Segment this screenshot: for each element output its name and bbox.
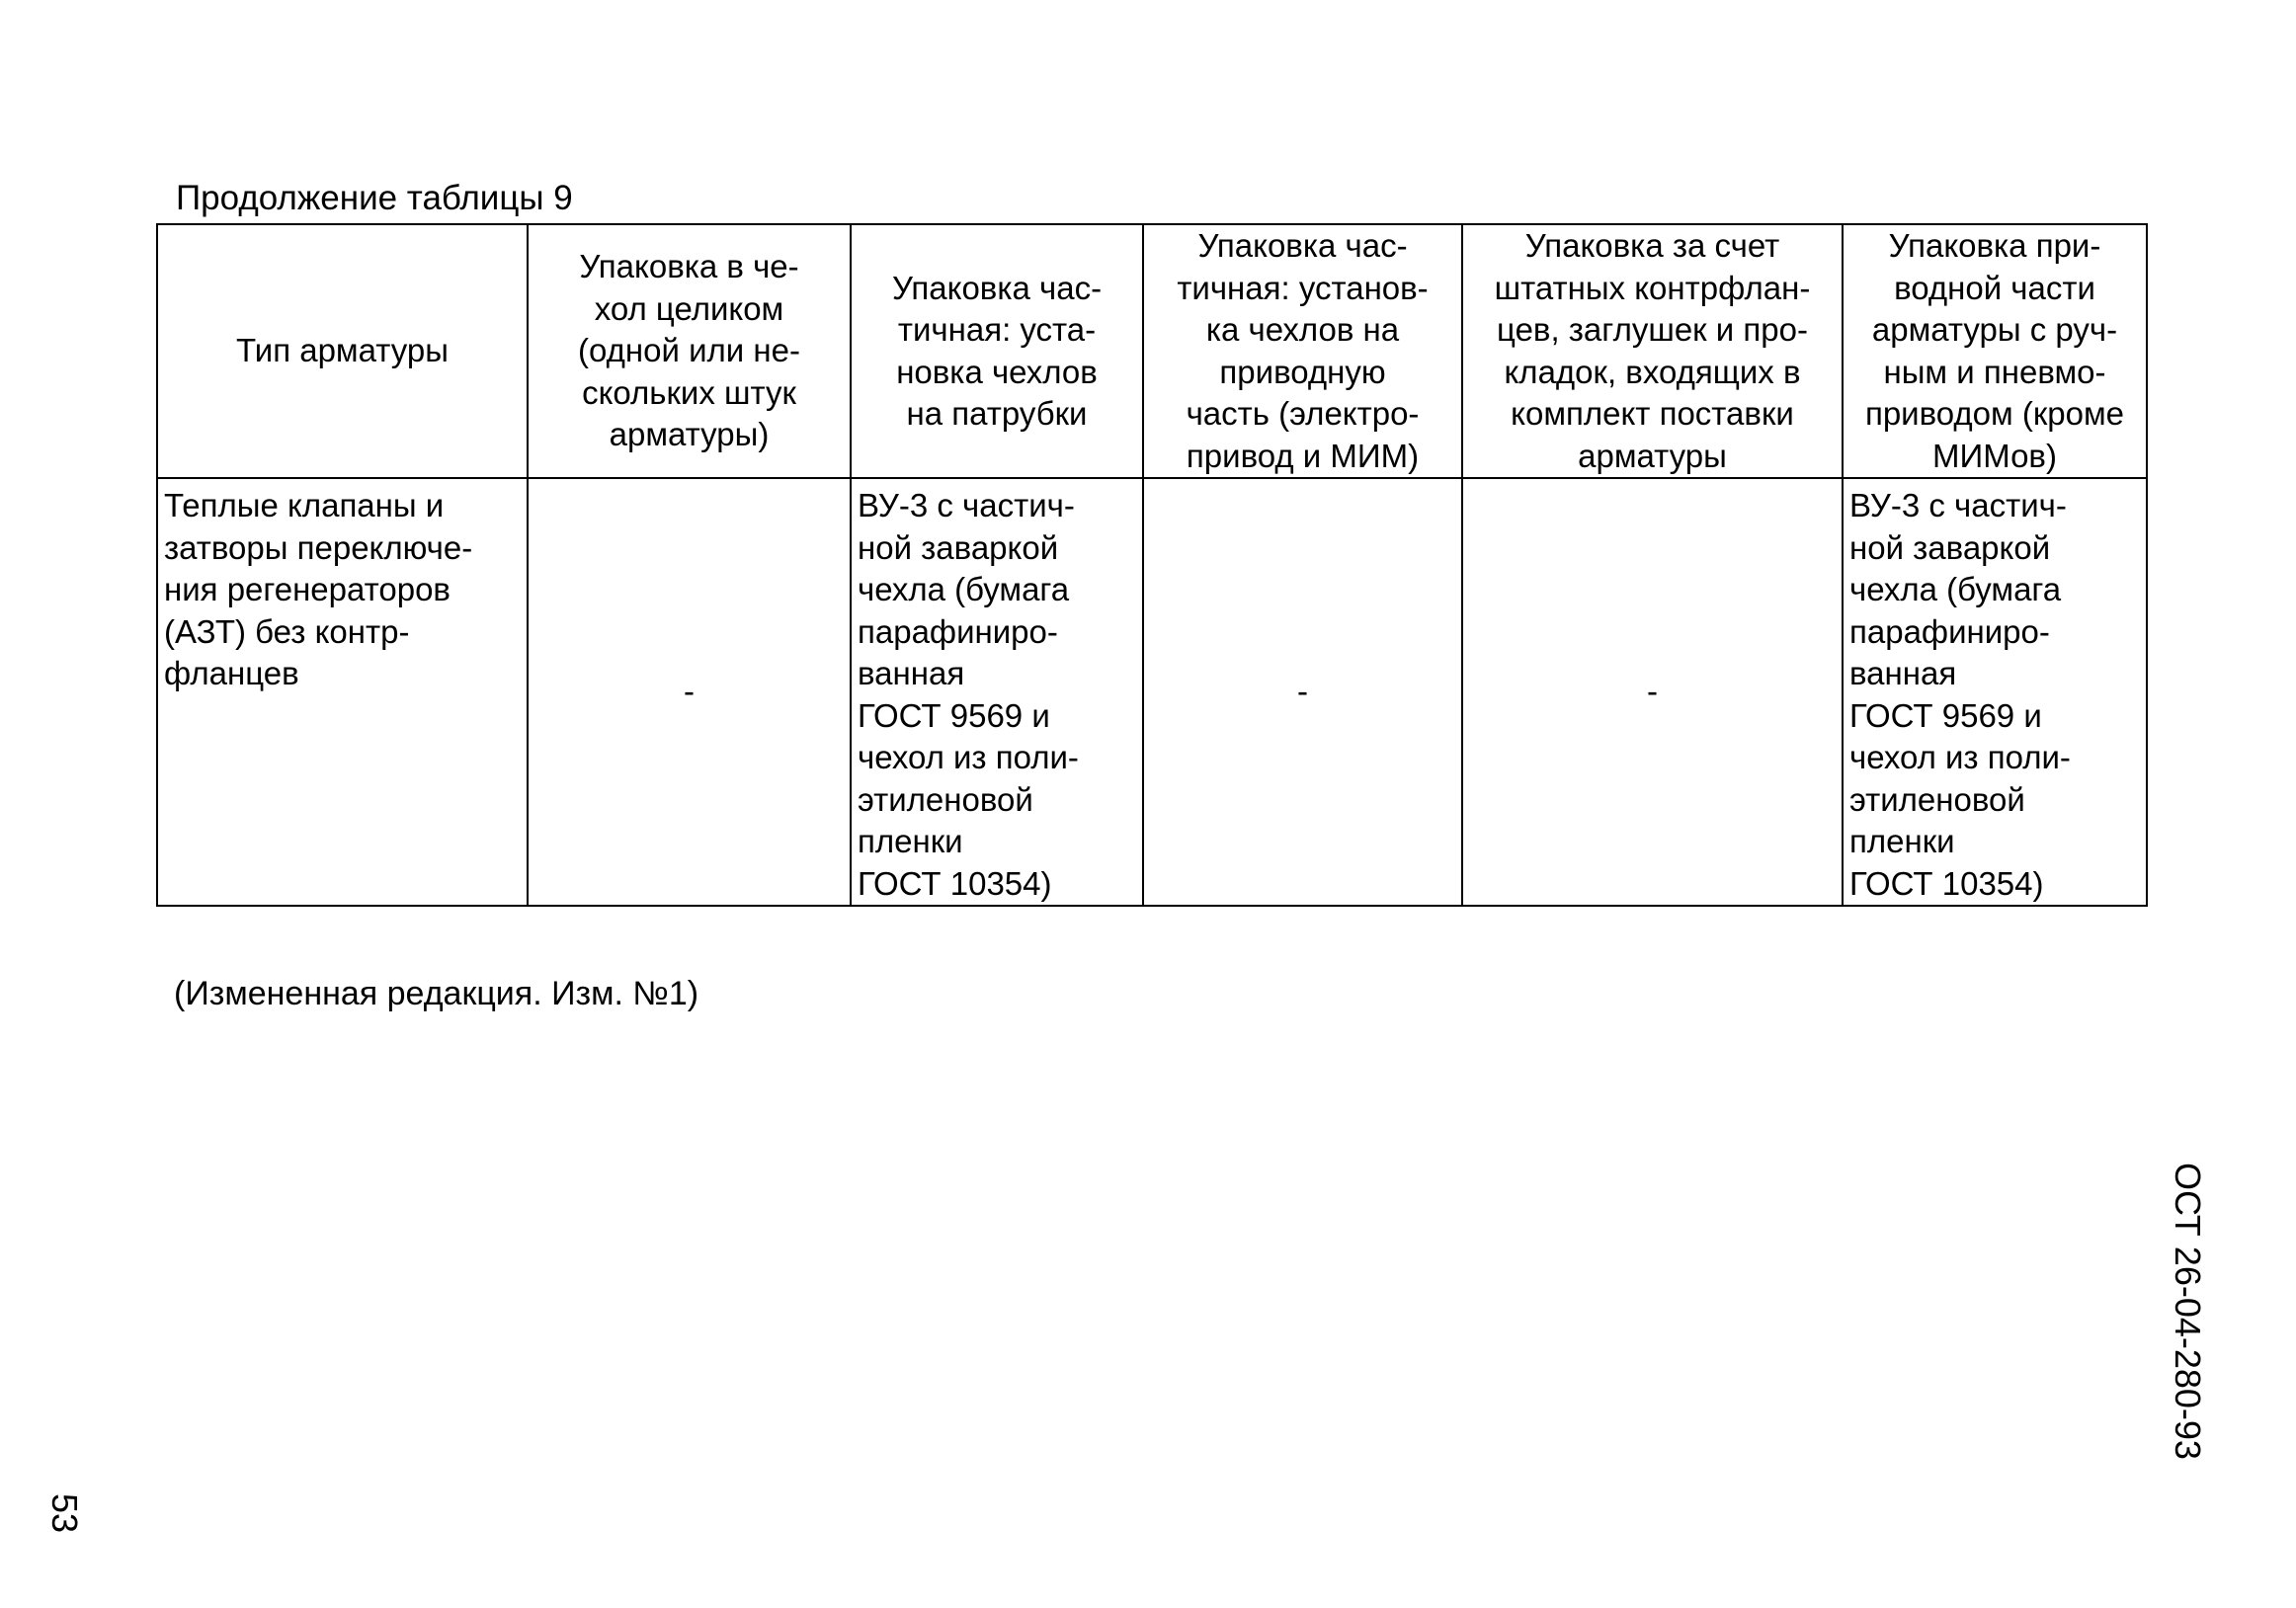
header-cell: Упаковка при- водной части арматуры с руч- ным и пневмо- приводом (кроме МИМов) [1843, 224, 2147, 478]
document-code: ОСТ 26-04-280-93 [2168, 1163, 2208, 1460]
header-cell: Упаковка в че- хол целиком (одной или не- скольких штук арматуры) [528, 224, 851, 478]
revision-note: (Измененная редакция. Изм. №1) [174, 975, 699, 1012]
header-cell: Упаковка час- тичная: уста- новка чехлов на патрубки [851, 224, 1143, 478]
page-number: 53 [44, 1493, 85, 1534]
header-cell: Упаковка за счет штатных контрфлан- цев, заглушек и про- кладок, входящих в комплект поставки арматуры [1462, 224, 1843, 478]
table-cell: - [1143, 478, 1462, 906]
header-cell: Тип арматуры [157, 224, 528, 478]
table-header-row [157, 224, 2147, 478]
table-row [157, 478, 2147, 906]
packaging-table [156, 223, 2148, 907]
table-caption: Продолжение таблицы 9 [176, 179, 573, 217]
table-cell: - [528, 478, 851, 906]
table-cell: ВУ-3 с частич- ной заваркой чехла (бумага парафиниро- ванная ГОСТ 9569 и чехол из поли- этиленовой пленки ГОСТ 10354) [1843, 478, 2147, 906]
table-cell: Теплые клапаны и затворы переключе- ния регенераторов (АЗТ) без контр- фланцев [157, 478, 528, 906]
table-cell: - [1462, 478, 1843, 906]
table-cell: ВУ-3 с частич- ной заваркой чехла (бумага парафиниро- ванная ГОСТ 9569 и чехол из поли- этиленовой пленки ГОСТ 10354) [851, 478, 1143, 906]
header-cell: Упаковка час- тичная: установ- ка чехлов на приводную часть (электро- привод и МИМ) [1143, 224, 1462, 478]
